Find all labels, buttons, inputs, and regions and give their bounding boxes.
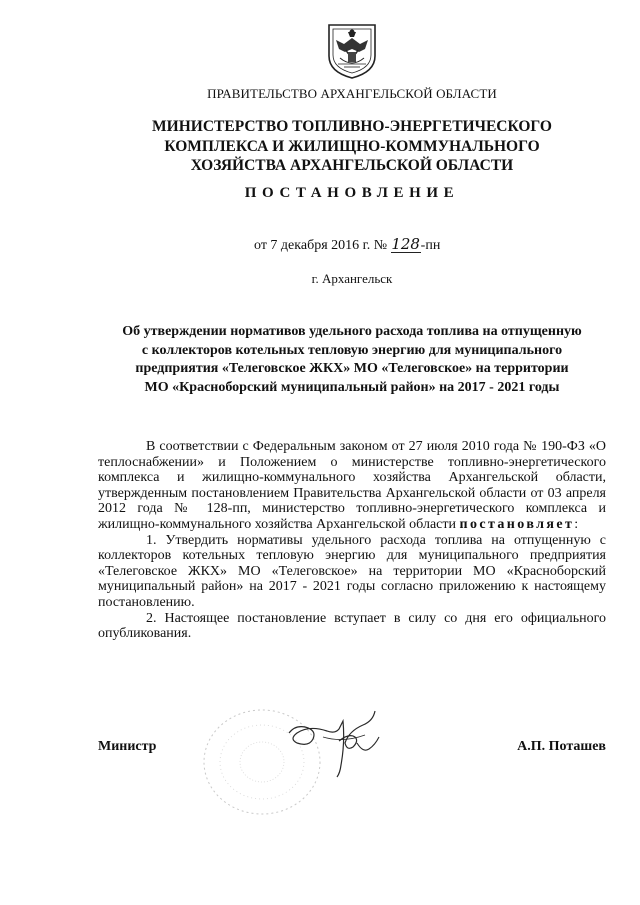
ministry-line: КОМПЛЕКСА И ЖИЛИЩНО-КОММУНАЛЬНОГО <box>164 137 540 155</box>
intro-action: постановляет <box>459 516 575 532</box>
intro-text: В соответствии с Федеральным законом от 27 июля 2010 года № 190-ФЗ «О теплоснабжении» и Положением о министерстве топливно-энергетического комплекса и жилищно-коммунального хозяйства Архангельской области, утвержденным постановлением Правительства Архангельской области от 03 апреля 2012 года № 128-пп, министерство топливно-энергетического комплекса и жилищно-коммунального хозяйства Архангельской области <box>98 439 606 532</box>
city: г. Архангельск <box>311 271 393 286</box>
coat-of-arms-icon <box>326 22 378 80</box>
date-text: от 7 декабря 2016 г. № <box>254 238 388 253</box>
title-line: МО «Красноборский муниципальный район» на 2017 - 2021 годы <box>144 379 560 395</box>
title-line: Об утверждении нормативов удельного расхода топлива на отпущенную <box>122 324 582 339</box>
document-number: 128 <box>391 235 420 253</box>
title-line: с коллекторов котельных тепловую энергию для муниципального <box>141 342 563 358</box>
date-and-number <box>254 236 440 254</box>
document-body <box>98 439 606 642</box>
item-1: 1. Утвердить нормативы удельного расхода топлива на отпущенную с коллекторов котельных тепловую энергию для муниципального предприятия «Телеговское ЖКХ» МО «Телеговское» на территории МО «Красноборский муниципальный район» на 2017 - 2021 годы согласно приложению к настоящему постановлению. <box>98 532 606 610</box>
item-2: 2. Настоящее постановление вступает в силу со дня его официального опубликования. <box>98 610 606 642</box>
document-title <box>98 323 606 397</box>
signatory-name: А.П. Поташев <box>517 739 606 754</box>
number-suffix: -пн <box>420 238 441 253</box>
signatory-position: Министр <box>98 739 157 754</box>
document-type: ПОСТАНОВЛЕНИЕ <box>244 185 460 201</box>
intro-paragraph: В соответствии с Федеральным законом от 27 июля 2010 года № 190-ФЗ «О теплоснабжении» и Положением о министерстве топливно-энергетического комплекса и жилищно-коммунального хозяйства Архангельской области, утвержденным постановлением Правительства Архангельской области от 03 апреля 2012 года № 128-пп, министерство топливно-энергетического комплекса и жилищно-коммунального хозяйства Архангельской области постановляет: <box>98 439 606 532</box>
government-name: ПРАВИТЕЛЬСТВО АРХАНГЕЛЬСКОЙ ОБЛАСТИ <box>207 86 497 101</box>
ministry-line: МИНИСТЕРСТВО ТОПЛИВНО-ЭНЕРГЕТИЧЕСКОГО <box>152 118 552 135</box>
signature-icon <box>283 703 388 783</box>
ministry-name <box>0 117 640 176</box>
title-line: предприятия «Телеговское ЖКХ» МО «Телеговское» на территории <box>135 361 569 376</box>
ministry-line: ХОЗЯЙСТВА АРХАНГЕЛЬСКОЙ ОБЛАСТИ <box>190 157 514 174</box>
